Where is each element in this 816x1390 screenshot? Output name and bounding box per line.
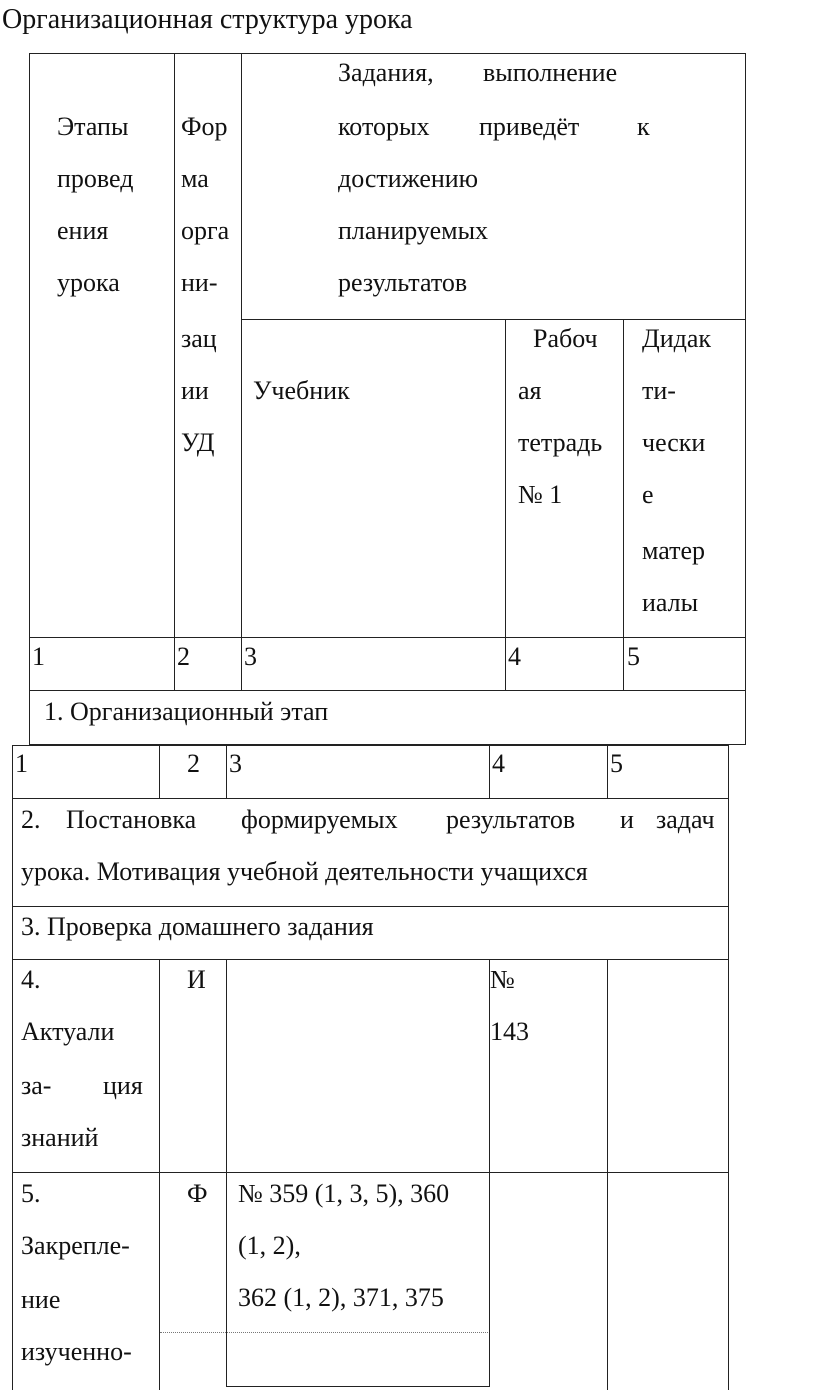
textbook-task: 362 (1, 2), 371, 375 — [238, 1283, 444, 1312]
header-form-line: Фор — [181, 112, 228, 141]
header-workbook-line: тетрадь — [518, 428, 603, 457]
header-textbook: Учебник — [253, 376, 350, 405]
header-tasks-word: Задания, — [338, 58, 434, 87]
column-number: 5 — [627, 642, 640, 671]
section-homework-check: 3. Проверка домашнего задания — [21, 912, 374, 941]
header-didactic-line: иалы — [642, 588, 699, 617]
header-tasks-word: выполнение — [483, 58, 618, 87]
stage-4-line: Актуали — [21, 1017, 115, 1046]
section-word: задач — [656, 805, 715, 834]
header-tasks-word: которых — [338, 112, 430, 141]
section-word: формируемых — [241, 805, 398, 834]
header-didactic-line: Дидак — [642, 324, 712, 353]
workbook-task: 143 — [490, 1017, 529, 1046]
header-workbook-line: № 1 — [518, 480, 563, 509]
stage-5-line: 5. — [21, 1179, 41, 1208]
section-word: и — [620, 805, 634, 834]
header-stages-line: урока — [57, 268, 120, 297]
header-didactic-line: е — [642, 480, 654, 509]
header-didactic-line: чески — [642, 428, 706, 457]
column-number: 4 — [492, 749, 505, 778]
header-workbook-line: ая — [518, 376, 542, 405]
header-form-line: орга — [181, 216, 230, 245]
header-stages-line: провед — [57, 164, 134, 193]
page-title: Организационная структура урока — [2, 4, 413, 35]
header-form-line: ни- — [181, 268, 218, 297]
header-stages-line: Этапы — [57, 112, 129, 141]
header-tasks-word: к — [637, 112, 650, 141]
form-individual: И — [187, 965, 206, 994]
stage-4-line: ция — [103, 1071, 143, 1100]
section-word: результатов — [446, 805, 576, 834]
section-line: урока. Мотивация учебной деятельности учащихся — [21, 857, 588, 886]
column-number: 2 — [187, 749, 200, 778]
column-number: 4 — [508, 642, 521, 671]
section-word: Постановка — [66, 805, 197, 834]
column-number: 3 — [229, 749, 242, 778]
header-form-line: ма — [181, 164, 209, 193]
textbook-task: № 359 (1, 3, 5), 360 — [238, 1179, 450, 1208]
column-number: 2 — [177, 642, 190, 671]
column-number: 1 — [15, 749, 28, 778]
section-word: 2. — [21, 805, 41, 834]
stage-4-line: знаний — [21, 1123, 99, 1152]
header-form-line: УД — [181, 428, 215, 457]
header-tasks-line: результатов — [338, 268, 468, 297]
header-didactic-line: матер — [642, 536, 706, 565]
header-tasks-word: приведёт — [479, 112, 580, 141]
section-organizational-stage: 1. Организационный этап — [44, 697, 329, 726]
header-form-line: ии — [181, 376, 209, 405]
header-workbook-line: Рабоч — [533, 324, 598, 353]
stage-4-line: за- — [21, 1071, 52, 1100]
header-didactic-line: ти- — [642, 376, 676, 405]
workbook-task: № — [490, 965, 515, 994]
header-form-line: зац — [181, 324, 217, 353]
header-stages-line: ения — [57, 216, 109, 245]
form-frontal: Ф — [187, 1179, 208, 1208]
stage-4-line: 4. — [21, 965, 41, 994]
stage-5-line: изученно- — [21, 1337, 132, 1366]
textbook-task: (1, 2), — [238, 1231, 301, 1260]
stage-5-line: ние — [21, 1285, 61, 1314]
stage-5-line: Закрепле- — [21, 1231, 130, 1260]
column-number: 1 — [32, 642, 45, 671]
column-number: 5 — [610, 749, 623, 778]
header-tasks-line: достижению — [338, 164, 479, 193]
column-number: 3 — [244, 642, 257, 671]
header-tasks-line: планируемых — [338, 216, 489, 245]
